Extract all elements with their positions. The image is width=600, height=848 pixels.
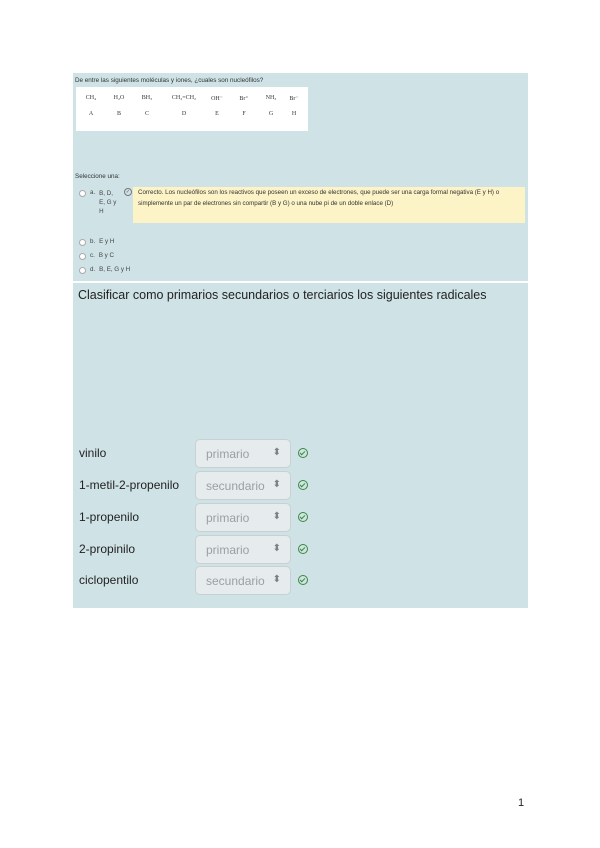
- radical-label: vinilo: [79, 446, 107, 460]
- classification-select[interactable]: [195, 471, 291, 500]
- classification-select[interactable]: [195, 439, 291, 468]
- check-circle-icon: [298, 448, 308, 458]
- molecule-letter: H: [291, 111, 297, 117]
- radio-button[interactable]: [79, 190, 86, 197]
- page-number: 1: [518, 797, 525, 809]
- question-2-title: Clasificar como primarios secundarios o terciarios los siguientes radicales: [78, 288, 487, 302]
- option-b[interactable]: [79, 238, 114, 246]
- molecule-letter: B: [116, 111, 121, 117]
- question-1-panel: [73, 73, 528, 281]
- radical-row: [73, 439, 528, 469]
- molecule-letter: A: [88, 111, 94, 117]
- radical-label: 1-metil-2-propenilo: [79, 478, 180, 492]
- classification-select[interactable]: [195, 566, 291, 595]
- option-a[interactable]: [79, 189, 119, 216]
- select-one-label: Seleccione una:: [75, 173, 120, 180]
- select-arrow-icon: ⬍: [272, 447, 281, 458]
- option-d[interactable]: [79, 266, 130, 274]
- select-arrow-icon: ⬍: [272, 574, 281, 585]
- molecule-formula: Br⁺: [239, 96, 249, 102]
- molecule-formula: CH₄: [85, 95, 97, 101]
- molecule-letter: F: [242, 111, 246, 117]
- select-value: secundario: [206, 574, 265, 588]
- molecule-formula: Br⁻: [289, 96, 299, 102]
- radical-row: [73, 503, 528, 533]
- check-circle-icon: [298, 575, 308, 585]
- select-value: primario: [206, 543, 250, 557]
- molecule-formula: OH⁻: [211, 96, 223, 102]
- radio-button[interactable]: [79, 253, 86, 260]
- radical-row: [73, 566, 528, 596]
- select-value: secundario: [206, 479, 265, 493]
- check-circle-icon: [298, 544, 308, 554]
- check-circle-icon: [298, 480, 308, 490]
- molecule-letter: G: [268, 111, 274, 117]
- question-2-panel: [73, 283, 528, 608]
- molecule-formula: NH₃: [265, 95, 277, 101]
- select-arrow-icon: ⬍: [272, 543, 281, 554]
- molecule-letter: D: [181, 111, 187, 117]
- option-text: B, D, E, G y H: [99, 190, 117, 215]
- select-arrow-icon: ⬍: [272, 479, 281, 490]
- check-circle-icon: [298, 512, 308, 522]
- question-1-text: De entre las siguientes moléculas y iones, ¿cuales son nucleófilos?: [75, 77, 264, 84]
- feedback-correct: Correcto. Los nucleófilos son los reactivos que poseen un exceso de electrones, que puede ser una carga formal negativa (E y H) o simplemente un par de electrones sin compartir (B y G) o una nube pi de un doble enlace (D): [133, 187, 525, 223]
- radio-button[interactable]: [79, 267, 86, 274]
- molecule-formula: H₂O: [113, 95, 125, 101]
- select-arrow-icon: ⬍: [272, 511, 281, 522]
- classification-select[interactable]: [195, 503, 291, 532]
- molecules-table: [76, 87, 308, 131]
- option-text: B, E, G y H: [99, 266, 131, 273]
- radical-row: [73, 471, 528, 501]
- select-value: primario: [206, 447, 250, 461]
- option-letter: d.: [90, 266, 96, 273]
- molecule-formula: BH₃: [141, 95, 153, 101]
- option-letter: a.: [90, 189, 96, 196]
- molecule-letter: C: [144, 111, 149, 117]
- option-letter: b.: [90, 238, 96, 245]
- option-c[interactable]: [79, 252, 114, 260]
- option-text: B y C: [98, 252, 114, 259]
- molecule-formula: CH₂=CH₂: [171, 95, 197, 101]
- option-text: E y H: [99, 238, 115, 245]
- radio-button[interactable]: [79, 239, 86, 246]
- select-value: primario: [206, 511, 250, 525]
- radical-row: [73, 535, 528, 565]
- radical-label: 2-propinilo: [79, 542, 136, 556]
- molecule-letter: E: [215, 111, 219, 117]
- radical-label: 1-propenilo: [79, 510, 140, 524]
- correct-check-icon: ✓: [125, 189, 131, 195]
- radical-label: ciclopentilo: [79, 573, 139, 587]
- classification-select[interactable]: [195, 535, 291, 564]
- option-letter: c.: [90, 252, 95, 259]
